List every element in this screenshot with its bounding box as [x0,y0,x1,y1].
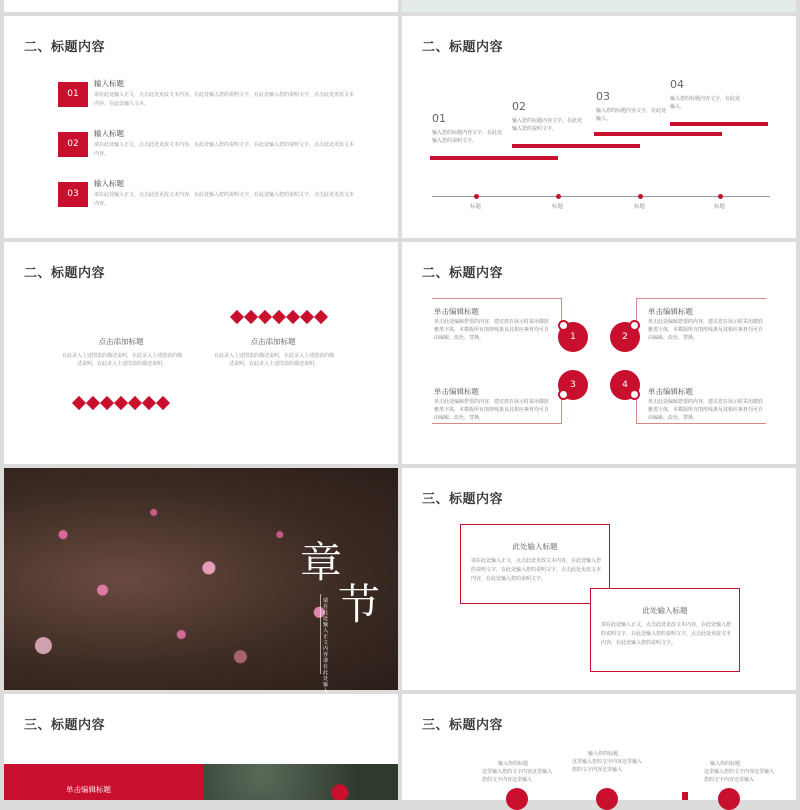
step-number: 02 [512,100,526,113]
slide-5-chapter-photo[interactable] [4,468,398,694]
small-circle [629,389,640,400]
diamond-row-top [232,312,326,322]
small-circle [558,320,569,331]
box-desc: 请在此处输入正文，点击此处更改文本内容，在此处输入您的说明文字，在此处输入您的说明文字，点击此处更改文本内容，在此处输入您的说明文字。 [601,622,732,646]
row-desc: 请在此处输入正文，点击此处更改文本内容，在此处输入您的说明文字，在此处输入您的说明文字，点击此处更改文本内容。 [94,142,355,157]
slide-1[interactable] [4,16,398,238]
item-desc: 这里输入您的文字内容这里输入您的文字内容这里输入 [704,769,775,783]
item-title: 输入你的标题 [498,761,529,767]
item-title: 单击编辑标题 [434,307,479,316]
list-item [58,128,358,168]
slide-7[interactable] [4,694,398,800]
step-3 [596,90,666,123]
row-desc: 请在此处输入正文，点击此处更改文本内容，在此处输入您的说明文字，在此处输入您的说明文字，点击此处更改文本内容。 [94,192,355,207]
item-desc: 这里输入您的文字内容这里输入您的文字内容这里输入 [482,769,553,783]
step-1 [432,112,502,145]
text-box-2 [590,588,740,672]
step-number: 04 [670,78,684,91]
item-title: 单击编辑标题 [434,387,479,396]
step-desc: 输入您的标题内容文字，在此处输入。 [670,96,741,110]
row-number: 02 [58,132,88,157]
row-title: 输入标题 [94,129,124,138]
box-desc: 请在此处输入正文，点击此处更改文本内容，在此处输入您的说明文字，在此处输入您的说明文字，点击此处更改文本内容，在此处输入您的说明文字。 [471,558,602,582]
slide-strip-left[interactable] [4,0,398,12]
step-number: 03 [596,90,610,103]
item-desc: 在此录入上述图表的描述说明，在此录入上述图表的描述说明，在此录入上述图表的描述说明。 [214,353,335,367]
slide-8[interactable] [402,694,796,800]
number-circle: 3 [558,370,588,400]
box-title: 此处输入标题 [642,606,688,615]
list-item [58,78,358,118]
timeline-dot [718,194,723,199]
slide-title: 三、标题内容 [24,718,106,733]
banner-block [4,764,204,800]
circle-marker [596,788,618,810]
item-title: 点击添加标题 [98,337,144,346]
number-circle: 1 [558,322,588,352]
slide-title: 二、标题内容 [422,40,504,55]
banner-title: 单击编辑标题 [66,785,111,794]
item-desc: 在此录入上述图表的描述说明，在此录入上述图表的描述说明，在此录入上述图表的描述说明。 [62,353,183,367]
number-circle: 2 [610,322,640,352]
item-title: 单击编辑标题 [648,387,693,396]
item-title: 单击编辑标题 [648,307,693,316]
step-bar-3 [594,132,722,136]
timeline-label: 标题 [470,204,482,210]
item-title: 输入你的标题 [710,761,741,767]
row-title: 输入标题 [94,179,124,188]
item-desc: 单击此处编辑您要的内容，建议您在展示时采用微软雅黑字体，本模版所有图形线条及其相应素材均可自由编辑、改色、替换。 [648,319,764,341]
item-desc: 单击此处编辑您要的内容，建议您在展示时采用微软雅黑字体，本模版所有图形线条及其相应素材均可自由编辑、改色、替换。 [648,399,764,421]
item-desc: 这里输入您的文字内容这里输入您的文字内容这里输入 [572,759,643,773]
timeline-label: 标题 [552,204,564,210]
slide-strip-right[interactable] [402,0,796,12]
row-number: 03 [58,182,88,207]
step-bar-4 [670,122,768,126]
bar-icon [682,792,688,800]
item-desc: 单击此处编辑您要的内容，建议您在展示时采用微软雅黑字体，本模版所有图形线条及其相应素材均可自由编辑、改色、替换。 [434,319,550,341]
slide-2[interactable] [402,16,796,238]
circle-marker [506,788,528,810]
slide-title: 三、标题内容 [422,492,504,507]
small-circle [558,389,569,400]
slide-3[interactable] [4,242,398,464]
item-desc: 单击此处编辑您要的内容，建议您在展示时采用微软雅黑字体，本模版所有图形线条及其相应素材均可自由编辑、改色、替换。 [434,399,550,421]
item-title: 点击添加标题 [250,337,296,346]
photo-block [204,764,398,800]
slide-title: 二、标题内容 [24,40,106,55]
list-item [58,178,358,218]
timeline-dot [474,194,479,199]
slide-title: 二、标题内容 [24,266,106,281]
timeline-dot [556,194,561,199]
slide-6[interactable] [402,468,796,690]
chapter-char-1: 章 [300,538,343,587]
circle-marker [718,788,740,810]
box-title: 此处输入标题 [512,542,558,551]
number-circle: 4 [610,370,640,400]
step-2 [512,100,582,133]
divider [320,594,321,674]
row-desc: 请在此处输入正文，点击此处更改文本内容，在此处输入您的说明文字，在此处输入您的说明文字，点击此处更改文本内容，在此处输入文本。 [94,92,355,107]
slide-4[interactable] [402,242,796,464]
diamond-row-bottom [74,398,168,408]
step-bar-1 [430,156,558,160]
small-circle [629,320,640,331]
row-title: 输入标题 [94,79,124,88]
chapter-caption: 请在此处输入正文内容请在此处输入 [323,598,329,694]
slide-title: 二、标题内容 [422,266,504,281]
step-number: 01 [432,112,446,125]
step-desc: 输入您的标题内容文字，在此处输入。 [596,108,667,122]
slide-title: 三、标题内容 [422,718,504,733]
timeline-label: 标题 [634,204,646,210]
chapter-char-2: 节 [338,580,381,629]
step-4 [670,78,742,111]
item-title: 输入你的标题 [588,751,619,757]
timeline-label: 标题 [714,204,726,210]
timeline-dot [638,194,643,199]
step-desc: 输入您的标题内容文字，在此处输入您的说明文字。 [432,130,503,144]
step-bar-2 [512,144,640,148]
step-desc: 输入您的标题内容文字，在此处输入您的说明文字。 [512,118,583,132]
row-number: 01 [58,82,88,107]
text-box-1 [460,524,610,604]
